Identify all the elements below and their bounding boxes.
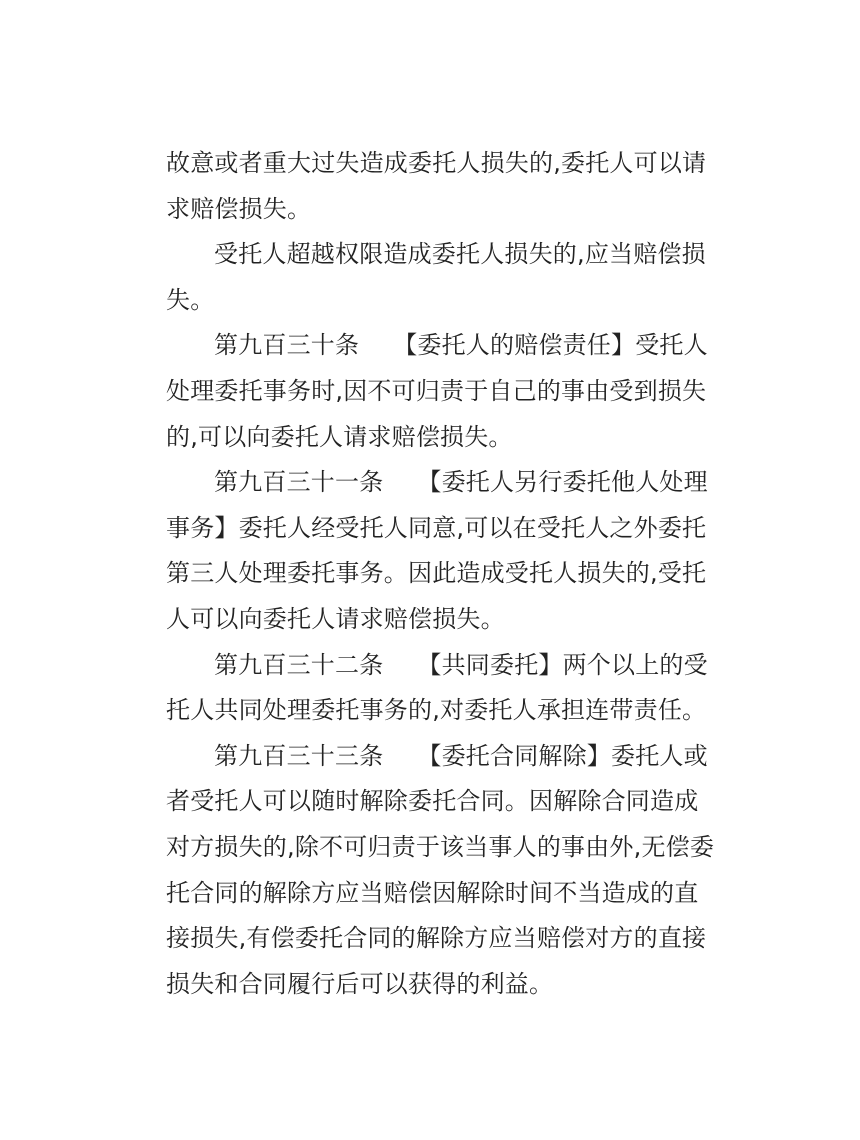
article-number: 第九百三十三条 [214, 741, 384, 770]
article-931-heading [166, 460, 708, 506]
text-line: 损失和合同履行后可以获得的利益。 [166, 969, 554, 998]
text-line: 处理委托事务时,因不可归责于自己的事由受到损失 [166, 376, 707, 405]
text-line: 者受托人可以随时解除委托合同。因解除合同造成 [166, 787, 699, 816]
article-number: 第九百三十一条 [214, 468, 384, 497]
paragraph-start: 受托人超越权限造成委托人损失的,应当赔偿损 [214, 240, 706, 269]
text-line: 托合同的解除方应当赔偿因解除时间不当造成的直 [166, 878, 699, 907]
document-page [166, 141, 715, 1007]
article-930-heading [166, 323, 708, 369]
text-line: 对方损失的,除不可归责于该当事人的事由外,无偿委 [166, 832, 715, 861]
article-heading-text: 【委托人的赔偿责任】受托人 [393, 331, 708, 360]
text-line: 求赔偿损失。 [166, 194, 312, 223]
article-heading-text: 【委托人另行委托他人处理 [417, 468, 708, 497]
article-932-heading [166, 643, 708, 689]
article-heading-text: 【委托合同解除】委托人或 [417, 741, 708, 770]
text-line: 失。 [166, 285, 215, 314]
text-line: 事务】委托人经受托人同意,可以在受托人之外委托 [166, 513, 707, 542]
text-line: 故意或者重大过失造成委托人损失的,委托人可以请 [166, 149, 707, 177]
text-line: 接损失,有偿委托合同的解除方应当赔偿对方的直接 [166, 924, 707, 953]
text-line: 第三人处理委托事务。因此造成受托人损失的,受托 [166, 559, 707, 588]
article-933-heading [166, 734, 708, 780]
text-line: 托人共同处理委托事务的,对委托人承担连带责任。 [166, 696, 707, 725]
article-heading-text: 【共同委托】两个以上的受 [417, 650, 708, 679]
article-number: 第九百三十条 [214, 331, 360, 360]
text-line: 的,可以向委托人请求赔偿损失。 [166, 422, 513, 451]
article-number: 第九百三十二条 [214, 650, 384, 679]
text-line: 人可以向委托人请求赔偿损失。 [166, 604, 505, 633]
